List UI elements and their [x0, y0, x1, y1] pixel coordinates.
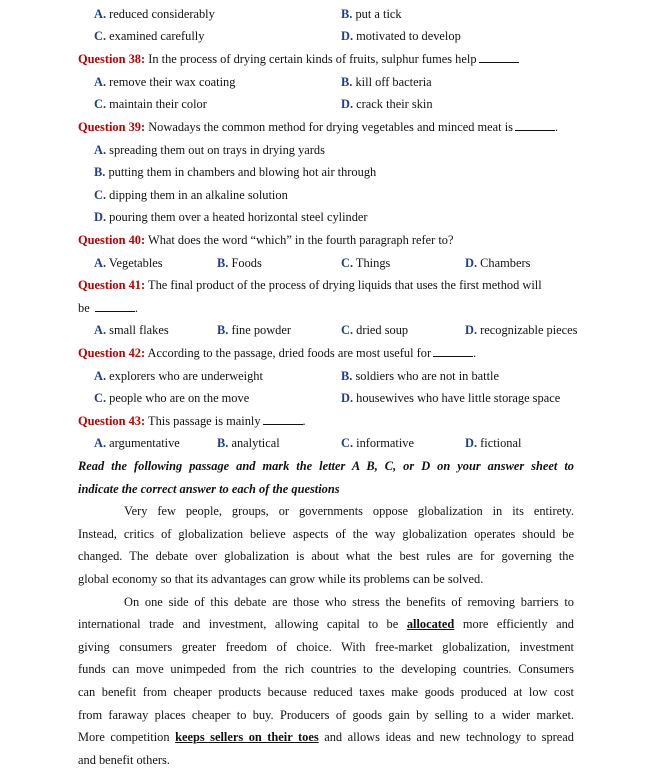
q42-option-d: D. housewives who have little storage space — [341, 391, 561, 405]
q38-option-b: B. kill off bacteria — [341, 75, 432, 89]
passage-p2-line-8: and benefit others. — [78, 753, 170, 767]
question-40: Question 40: What does the word “which” in the fourth paragraph refer to? — [78, 233, 454, 247]
q40-option-c: C. Things — [341, 256, 391, 270]
question-38: Question 38: In the process of drying certain kinds of fruits, sulphur fumes help — [78, 51, 519, 67]
passage-p1-line-1: Very few people, groups, or governments oppose globalization in its entirety. — [124, 504, 574, 518]
passage-p2-line-6: from faraway places cheaper to buy. Producers of goods gain by selling to a wider market. — [78, 708, 574, 722]
passage-p2-line-1: On one side of this debate are those who stress the benefits of removing barriers to — [124, 595, 574, 609]
question-42: Question 42: According to the passage, dried foods are most useful for . — [78, 346, 477, 360]
q40-option-a: A. Vegetables — [94, 256, 163, 270]
question-41: Question 41: The final product of the process of drying liquids that uses the first method will — [78, 278, 542, 292]
q39-option-c: C. dipping them in an alkaline solution — [94, 188, 288, 202]
answer-blank — [515, 119, 555, 131]
q40-option-d: D. Chambers — [465, 256, 531, 270]
q43-option-c: C. informative — [341, 436, 414, 450]
instruction-line-1: Read the following passage and mark the letter A B, C, or D on your answer sheet to — [78, 459, 574, 473]
q43-option-a: A. argumentative — [94, 436, 180, 450]
q43-option-b: B. analytical — [217, 436, 280, 450]
question-39: Question 39: Nowadays the common method for drying vegetables and minced meat is . — [78, 120, 559, 134]
q39-option-a: A. spreading them out on trays in drying yards — [94, 143, 325, 157]
passage-p2-line-5: can benefit from cheaper products because reduced taxes make goods produced at low cost — [78, 685, 574, 699]
q41-option-d: D. recognizable pieces — [465, 323, 578, 337]
underlined-word-allocated: allocated — [406, 617, 455, 631]
q38-option-d: D. crack their skin — [341, 97, 433, 111]
q38-option-a: A. remove their wax coating — [94, 75, 236, 89]
underlined-phrase-keeps-sellers: keeps sellers on their toes — [175, 730, 319, 744]
passage-p2-line-4: funds can move unimpeded from the rich countries to the developing countries. Consumers — [78, 662, 574, 676]
instruction-line-2: indicate the correct answer to each of the questions — [78, 482, 340, 496]
q41-option-b: B. fine powder — [217, 323, 292, 337]
question-41-continued: be . — [78, 301, 138, 315]
passage-p2-line-2: international trade and investment, allowing capital to be allocated more efficiently and — [78, 617, 574, 631]
passage-p1-line-3: changed. The debate over globalization is about what the best rules are for governing the — [78, 549, 574, 563]
q37-option-a: A. reduced considerably — [94, 7, 215, 21]
q37-option-b: B. put a tick — [341, 7, 402, 21]
q39-option-b: B. putting them in chambers and blowing hot air through — [94, 165, 377, 179]
q42-option-a: A. explorers who are underweight — [94, 369, 263, 383]
q42-option-b: B. soldiers who are not in battle — [341, 369, 499, 383]
question-43: Question 43: This passage is mainly . — [78, 414, 306, 428]
answer-blank — [433, 345, 473, 357]
q41-option-c: C. dried soup — [341, 323, 409, 337]
q41-option-a: A. small flakes — [94, 323, 169, 337]
q40-option-b: B. Foods — [217, 256, 262, 270]
q37-option-d: D. motivated to develop — [341, 29, 461, 43]
passage-p2-line-3: giving consumers greater freedom of choice. With free-market globalization, investment — [78, 640, 574, 654]
answer-blank — [95, 300, 135, 312]
passage-p1-line-4: global economy so that its advantages can grow while its problems can be solved. — [78, 572, 484, 586]
passage-p2-line-7: More competition keeps sellers on their toes and allows ideas and new technology to spread — [78, 730, 575, 744]
passage-p1-line-2: Instead, critics of globalization believe aspects of the way globalization operates should be — [78, 527, 574, 541]
q43-option-d: D. fictional — [465, 436, 522, 450]
answer-blank — [479, 51, 519, 63]
q38-option-c: C. maintain their color — [94, 97, 207, 111]
q42-option-c: C. people who are on the move — [94, 391, 250, 405]
q39-option-d: D. pouring them over a heated horizontal steel cylinder — [94, 210, 368, 224]
q37-option-c: C. examined carefully — [94, 29, 205, 43]
answer-blank — [263, 413, 303, 425]
